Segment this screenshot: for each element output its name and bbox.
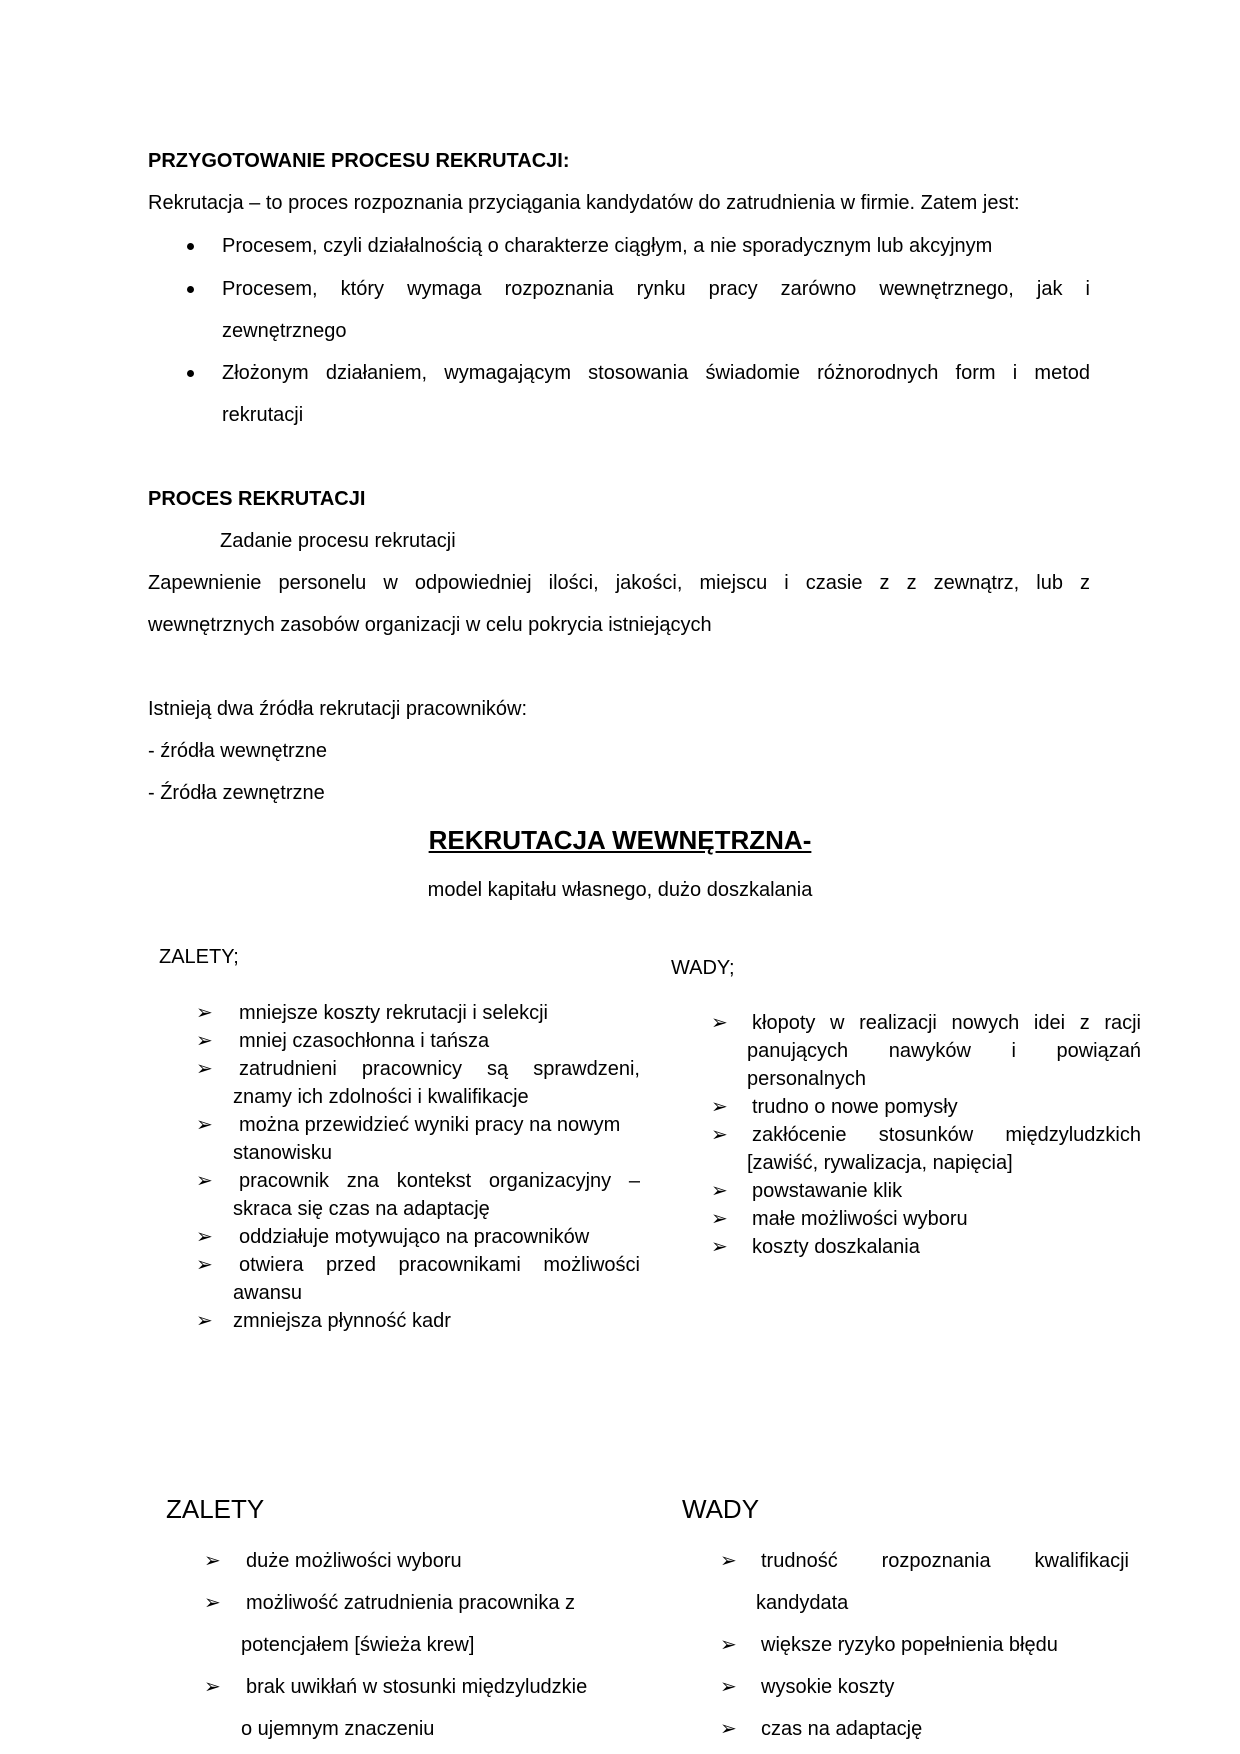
list-item: mniej czasochłonna i tańsza [239, 1030, 490, 1052]
arrow-bullet-icon: ➢ [196, 1310, 213, 1332]
section-heading: PROCES REKRUTACJI [148, 488, 366, 510]
list-item-continuation: potencjałem [świeża krew] [241, 1634, 475, 1656]
list-item: możliwość zatrudnienia pracownika z [246, 1592, 576, 1614]
bullet-icon [187, 370, 194, 377]
arrow-bullet-icon: ➢ [711, 1236, 728, 1258]
list-item-continuation: skraca się czas na adaptację [233, 1198, 490, 1220]
arrow-bullet-icon: ➢ [711, 1096, 728, 1118]
list-item: pracownik zna kontekst organizacyjny – [239, 1170, 640, 1192]
list-item: małe możliwości wyboru [752, 1208, 968, 1230]
arrow-bullet-icon: ➢ [196, 1002, 213, 1024]
list-item: koszty doszkalania [752, 1236, 920, 1258]
cons-label: WADY; [671, 957, 735, 979]
arrow-bullet-icon: ➢ [196, 1030, 213, 1052]
list-item: Procesem, czyli działalnością o charakterze ciągłym, a nie sporadycznym lub akcyjnym [222, 235, 993, 257]
intro-text: Rekrutacja – to proces rozpoznania przyciągania kandydatów do zatrudnienia w firmie. Zatem jest: [148, 192, 1020, 214]
bullet-icon [187, 243, 194, 250]
list-item-continuation: rekrutacji [222, 404, 304, 426]
paragraph-line: Zapewnienie personelu w odpowiedniej ilości, jakości, miejscu i czasie z z zewnątrz, lub z [148, 572, 1090, 594]
list-item: zakłócenie stosunków międzyludzkich [752, 1124, 1141, 1146]
arrow-bullet-icon: ➢ [204, 1676, 221, 1698]
arrow-bullet-icon: ➢ [196, 1114, 213, 1136]
arrow-bullet-icon: ➢ [711, 1124, 728, 1146]
arrow-bullet-icon: ➢ [711, 1012, 728, 1034]
list-item: można przewidzieć wyniki pracy na nowym [239, 1114, 621, 1136]
list-item-continuation: panujących nawyków i powiązań [747, 1040, 1141, 1062]
arrow-bullet-icon: ➢ [196, 1058, 213, 1080]
list-item: zmniejsza płynność kadr [233, 1310, 451, 1332]
arrow-bullet-icon: ➢ [204, 1550, 221, 1572]
cons-label: WADY [682, 1494, 760, 1524]
list-item: Procesem, który wymaga rozpoznania rynku pracy zarówno wewnętrznego, jak i [222, 278, 1090, 300]
source-item: - źródła wewnętrzne [148, 740, 327, 762]
list-item: powstawanie klik [752, 1180, 903, 1202]
arrow-bullet-icon: ➢ [196, 1254, 213, 1276]
list-item: oddziałuje motywująco na pracowników [239, 1226, 590, 1248]
list-item: trudno o nowe pomysły [752, 1096, 958, 1118]
arrow-bullet-icon: ➢ [720, 1550, 737, 1572]
arrow-bullet-icon: ➢ [711, 1208, 728, 1230]
list-item: trudność rozpoznania kwalifikacji [761, 1550, 1129, 1572]
list-item-continuation: kandydata [756, 1592, 849, 1614]
list-item: wysokie koszty [761, 1676, 895, 1698]
pros-label: ZALETY; [159, 946, 239, 968]
list-item: mniejsze koszty rekrutacji i selekcji [239, 1002, 548, 1024]
sources-intro: Istnieją dwa źródła rekrutacji pracowników: [148, 698, 528, 720]
list-item-continuation: znamy ich zdolności i kwalifikacje [233, 1086, 529, 1108]
arrow-bullet-icon: ➢ [711, 1180, 728, 1202]
list-item-continuation: personalnych [747, 1068, 866, 1090]
list-item-continuation: stanowisku [233, 1142, 332, 1164]
list-item: brak uwikłań w stosunki międzyludzkie [246, 1676, 588, 1698]
internal-subtitle: model kapitału własnego, dużo doszkalania [427, 879, 813, 901]
arrow-bullet-icon: ➢ [720, 1718, 737, 1740]
list-item: czas na adaptację [761, 1718, 923, 1740]
list-item-continuation: awansu [233, 1282, 302, 1304]
arrow-bullet-icon: ➢ [196, 1170, 213, 1192]
list-item: zatrudnieni pracownicy są sprawdzeni, [239, 1058, 640, 1080]
arrow-bullet-icon: ➢ [204, 1592, 221, 1614]
list-item-continuation: zewnętrznego [222, 320, 347, 342]
section-heading: PRZYGOTOWANIE PROCESU REKRUTACJI: [148, 150, 570, 172]
list-item: kłopoty w realizacji nowych idei z racji [752, 1012, 1141, 1034]
list-item-continuation: [zawiść, rywalizacja, napięcia] [747, 1152, 1013, 1174]
list-item: otwiera przed pracownikami możliwości [239, 1254, 640, 1276]
list-item-continuation: o ujemnym znaczeniu [241, 1718, 435, 1740]
arrow-bullet-icon: ➢ [720, 1676, 737, 1698]
list-item: większe ryzyko popełnienia błędu [761, 1634, 1058, 1656]
pros-label: ZALETY [166, 1494, 265, 1524]
list-item: duże możliwości wyboru [246, 1550, 462, 1572]
list-item: Złożonym działaniem, wymagającym stosowania świadomie różnorodnych form i metod [222, 362, 1090, 384]
source-item: - Źródła zewnętrzne [148, 782, 325, 804]
arrow-bullet-icon: ➢ [720, 1634, 737, 1656]
subheading: Zadanie procesu rekrutacji [220, 530, 456, 552]
internal-title: REKRUTACJA WEWNĘTRZNA- [428, 825, 812, 855]
paragraph-line: wewnętrznych zasobów organizacji w celu pokrycia istniejących [148, 614, 712, 636]
bullet-icon [187, 286, 194, 293]
arrow-bullet-icon: ➢ [196, 1226, 213, 1248]
